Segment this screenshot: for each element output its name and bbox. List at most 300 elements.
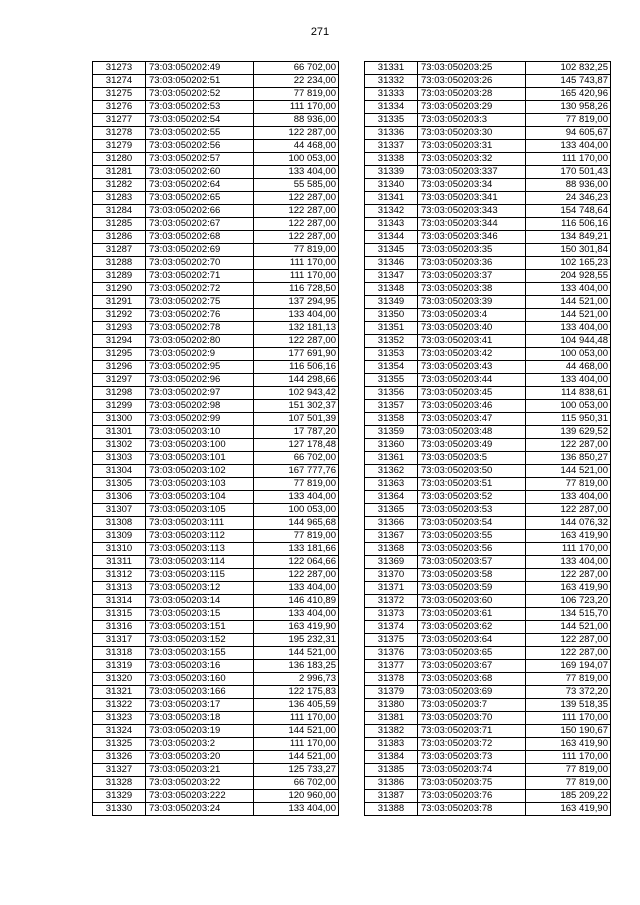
cadastral-number-cell: 73:03:050203:40 — [418, 322, 526, 335]
cadastral-number-cell: 73:03:050203:37 — [418, 270, 526, 283]
cadastral-number-cell: 73:03:050203:4 — [418, 309, 526, 322]
value-cell: 122 287,00 — [254, 218, 339, 231]
cadastral-number-cell: 73:03:050203:15 — [146, 608, 254, 621]
row-number-cell: 31309 — [93, 530, 146, 543]
row-number-cell: 31301 — [93, 426, 146, 439]
table-row — [93, 543, 339, 556]
value-cell: 134 515,70 — [526, 608, 611, 621]
row-number-cell: 31285 — [93, 218, 146, 231]
cadastral-number-cell: 73:03:050202:54 — [146, 114, 254, 127]
table-row — [93, 335, 339, 348]
value-cell: 100 053,00 — [254, 153, 339, 166]
cadastral-number-cell: 73:03:050202:65 — [146, 192, 254, 205]
value-cell: 111 170,00 — [254, 257, 339, 270]
cadastral-number-cell: 73:03:050203:343 — [418, 205, 526, 218]
table-row — [93, 127, 339, 140]
cadastral-number-cell: 73:03:050203:17 — [146, 699, 254, 712]
value-cell: 133 404,00 — [254, 582, 339, 595]
value-cell: 77 819,00 — [526, 777, 611, 790]
value-cell: 88 936,00 — [254, 114, 339, 127]
value-cell: 100 053,00 — [526, 400, 611, 413]
cadastral-number-cell: 73:03:050203:105 — [146, 504, 254, 517]
table-row — [365, 517, 611, 530]
cadastral-number-cell: 73:03:050203:55 — [418, 530, 526, 543]
value-cell: 66 702,00 — [254, 62, 339, 75]
table-row — [365, 283, 611, 296]
cadastral-number-cell: 73:03:050202:78 — [146, 322, 254, 335]
value-cell: 144 298,66 — [254, 374, 339, 387]
value-cell: 144 521,00 — [526, 465, 611, 478]
value-cell: 146 410,89 — [254, 595, 339, 608]
row-number-cell: 31320 — [93, 673, 146, 686]
value-cell: 17 787,20 — [254, 426, 339, 439]
row-number-cell: 31380 — [365, 699, 418, 712]
table-left-body — [93, 62, 339, 816]
value-cell: 77 819,00 — [254, 88, 339, 101]
cadastral-number-cell: 73:03:050203:100 — [146, 439, 254, 452]
value-cell: 111 170,00 — [526, 751, 611, 764]
table-row — [93, 777, 339, 790]
value-cell: 163 419,90 — [526, 530, 611, 543]
value-cell: 163 419,90 — [526, 803, 611, 816]
table-row — [93, 764, 339, 777]
row-number-cell: 31371 — [365, 582, 418, 595]
row-number-cell: 31310 — [93, 543, 146, 556]
value-cell: 163 419,90 — [526, 738, 611, 751]
table-row — [93, 75, 339, 88]
row-number-cell: 31330 — [93, 803, 146, 816]
value-cell: 77 819,00 — [526, 478, 611, 491]
row-number-cell: 31369 — [365, 556, 418, 569]
cadastral-number-cell: 73:03:050203:65 — [418, 647, 526, 660]
row-number-cell: 31311 — [93, 556, 146, 569]
cadastral-number-cell: 73:03:050203:72 — [418, 738, 526, 751]
value-cell: 136 183,25 — [254, 660, 339, 673]
table-row — [365, 309, 611, 322]
row-number-cell: 31281 — [93, 166, 146, 179]
row-number-cell: 31284 — [93, 205, 146, 218]
value-cell: 122 287,00 — [254, 569, 339, 582]
table-left — [92, 61, 339, 816]
value-cell: 133 404,00 — [526, 491, 611, 504]
table-row — [93, 634, 339, 647]
value-cell: 144 521,00 — [254, 647, 339, 660]
table-row — [93, 608, 339, 621]
value-cell: 111 170,00 — [254, 270, 339, 283]
row-number-cell: 31290 — [93, 283, 146, 296]
table-row — [93, 166, 339, 179]
cadastral-number-cell: 73:03:050202:69 — [146, 244, 254, 257]
value-cell: 151 302,37 — [254, 400, 339, 413]
table-row — [93, 62, 339, 75]
row-number-cell: 31365 — [365, 504, 418, 517]
value-cell: 154 748,64 — [526, 205, 611, 218]
value-cell: 111 170,00 — [254, 738, 339, 751]
row-number-cell: 31340 — [365, 179, 418, 192]
row-number-cell: 31304 — [93, 465, 146, 478]
page-number: 271 — [310, 26, 330, 38]
row-number-cell: 31335 — [365, 114, 418, 127]
row-number-cell: 31353 — [365, 348, 418, 361]
cadastral-number-cell: 73:03:050203:7 — [418, 699, 526, 712]
value-cell: 111 170,00 — [526, 153, 611, 166]
table-row — [93, 218, 339, 231]
table-row — [93, 790, 339, 803]
row-number-cell: 31282 — [93, 179, 146, 192]
cadastral-number-cell: 73:03:050203:69 — [418, 686, 526, 699]
table-row — [365, 465, 611, 478]
row-number-cell: 31388 — [365, 803, 418, 816]
row-number-cell: 31331 — [365, 62, 418, 75]
value-cell: 133 404,00 — [526, 556, 611, 569]
table-row — [93, 374, 339, 387]
table-row — [93, 153, 339, 166]
table-row — [93, 803, 339, 816]
value-cell: 106 723,20 — [526, 595, 611, 608]
row-number-cell: 31326 — [93, 751, 146, 764]
row-number-cell: 31298 — [93, 387, 146, 400]
table-row — [93, 660, 339, 673]
value-cell: 111 170,00 — [526, 712, 611, 725]
row-number-cell: 31302 — [93, 439, 146, 452]
row-number-cell: 31313 — [93, 582, 146, 595]
cadastral-number-cell: 73:03:050203:160 — [146, 673, 254, 686]
row-number-cell: 31289 — [93, 270, 146, 283]
table-row — [365, 218, 611, 231]
row-number-cell: 31324 — [93, 725, 146, 738]
table-row — [365, 374, 611, 387]
table-row — [365, 114, 611, 127]
table-row — [93, 140, 339, 153]
table-row — [365, 790, 611, 803]
table-row — [93, 517, 339, 530]
row-number-cell: 31322 — [93, 699, 146, 712]
table-row — [365, 530, 611, 543]
row-number-cell: 31279 — [93, 140, 146, 153]
cadastral-number-cell: 73:03:050203:2 — [146, 738, 254, 751]
cadastral-number-cell: 73:03:050203:78 — [418, 803, 526, 816]
value-cell: 100 053,00 — [254, 504, 339, 517]
table-row — [93, 270, 339, 283]
cadastral-number-cell: 73:03:050203:25 — [418, 62, 526, 75]
value-cell: 139 518,35 — [526, 699, 611, 712]
table-row — [365, 647, 611, 660]
table-row — [365, 257, 611, 270]
row-number-cell: 31346 — [365, 257, 418, 270]
row-number-cell: 31385 — [365, 764, 418, 777]
cadastral-number-cell: 73:03:050202:55 — [146, 127, 254, 140]
value-cell: 122 175,83 — [254, 686, 339, 699]
value-cell: 145 743,87 — [526, 75, 611, 88]
table-row — [93, 426, 339, 439]
cadastral-number-cell: 73:03:050203:68 — [418, 673, 526, 686]
row-number-cell: 31296 — [93, 361, 146, 374]
table-row — [93, 686, 339, 699]
row-number-cell: 31341 — [365, 192, 418, 205]
row-number-cell: 31308 — [93, 517, 146, 530]
table-row — [365, 101, 611, 114]
cadastral-number-cell: 73:03:050203:21 — [146, 764, 254, 777]
row-number-cell: 31277 — [93, 114, 146, 127]
cadastral-number-cell: 73:03:050202:68 — [146, 231, 254, 244]
row-number-cell: 31356 — [365, 387, 418, 400]
cadastral-number-cell: 73:03:050203:104 — [146, 491, 254, 504]
cadastral-number-cell: 73:03:050203:49 — [418, 439, 526, 452]
table-row — [93, 283, 339, 296]
cadastral-number-cell: 73:03:050203:18 — [146, 712, 254, 725]
value-cell: 150 301,84 — [526, 244, 611, 257]
table-row — [365, 426, 611, 439]
cadastral-number-cell: 73:03:050203:346 — [418, 231, 526, 244]
cadastral-number-cell: 73:03:050203:152 — [146, 634, 254, 647]
value-cell: 44 468,00 — [526, 361, 611, 374]
row-number-cell: 31348 — [365, 283, 418, 296]
value-cell: 150 190,67 — [526, 725, 611, 738]
table-row — [93, 621, 339, 634]
cadastral-number-cell: 73:03:050203:73 — [418, 751, 526, 764]
cadastral-number-cell: 73:03:050203:19 — [146, 725, 254, 738]
cadastral-number-cell: 73:03:050203:115 — [146, 569, 254, 582]
table-row — [365, 127, 611, 140]
row-number-cell: 31345 — [365, 244, 418, 257]
cadastral-number-cell: 73:03:050203:59 — [418, 582, 526, 595]
table-row — [365, 192, 611, 205]
table-row — [93, 322, 339, 335]
value-cell: 144 521,00 — [254, 725, 339, 738]
table-row — [93, 101, 339, 114]
cadastral-number-cell: 73:03:050203:48 — [418, 426, 526, 439]
table-row — [365, 179, 611, 192]
value-cell: 122 287,00 — [526, 647, 611, 660]
table-row — [93, 738, 339, 751]
value-cell: 169 194,07 — [526, 660, 611, 673]
row-number-cell: 31373 — [365, 608, 418, 621]
table-row — [365, 634, 611, 647]
value-cell: 133 404,00 — [526, 140, 611, 153]
table-row — [365, 452, 611, 465]
cadastral-number-cell: 73:03:050203:75 — [418, 777, 526, 790]
value-cell: 116 506,16 — [526, 218, 611, 231]
row-number-cell: 31276 — [93, 101, 146, 114]
row-number-cell: 31349 — [365, 296, 418, 309]
value-cell: 107 501,39 — [254, 413, 339, 426]
table-row — [93, 296, 339, 309]
cadastral-number-cell: 73:03:050203:344 — [418, 218, 526, 231]
cadastral-number-cell: 73:03:050203:29 — [418, 101, 526, 114]
value-cell: 111 170,00 — [526, 543, 611, 556]
cadastral-number-cell: 73:03:050203:34 — [418, 179, 526, 192]
cadastral-number-cell: 73:03:050202:95 — [146, 361, 254, 374]
row-number-cell: 31336 — [365, 127, 418, 140]
value-cell: 77 819,00 — [526, 114, 611, 127]
value-cell: 66 702,00 — [254, 777, 339, 790]
row-number-cell: 31386 — [365, 777, 418, 790]
row-number-cell: 31381 — [365, 712, 418, 725]
row-number-cell: 31360 — [365, 439, 418, 452]
table-row — [93, 725, 339, 738]
cadastral-number-cell: 73:03:050203:74 — [418, 764, 526, 777]
table-row — [93, 205, 339, 218]
cadastral-number-cell: 73:03:050202:70 — [146, 257, 254, 270]
cadastral-number-cell: 73:03:050203:53 — [418, 504, 526, 517]
cadastral-number-cell: 73:03:050203:31 — [418, 140, 526, 153]
cadastral-number-cell: 73:03:050203:61 — [418, 608, 526, 621]
value-cell: 165 420,96 — [526, 88, 611, 101]
row-number-cell: 31321 — [93, 686, 146, 699]
cadastral-number-cell: 73:03:050202:53 — [146, 101, 254, 114]
value-cell: 144 521,00 — [526, 621, 611, 634]
table-row — [365, 621, 611, 634]
value-cell: 122 287,00 — [526, 634, 611, 647]
cadastral-number-cell: 73:03:050203:12 — [146, 582, 254, 595]
row-number-cell: 31327 — [93, 764, 146, 777]
table-row — [365, 712, 611, 725]
row-number-cell: 31372 — [365, 595, 418, 608]
cadastral-number-cell: 73:03:050203:24 — [146, 803, 254, 816]
row-number-cell: 31306 — [93, 491, 146, 504]
cadastral-number-cell: 73:03:050203:41 — [418, 335, 526, 348]
table-row — [93, 556, 339, 569]
value-cell: 139 629,52 — [526, 426, 611, 439]
cadastral-number-cell: 73:03:050203:56 — [418, 543, 526, 556]
table-row — [93, 595, 339, 608]
cadastral-number-cell: 73:03:050202:80 — [146, 335, 254, 348]
cadastral-number-cell: 73:03:050203:44 — [418, 374, 526, 387]
row-number-cell: 31338 — [365, 153, 418, 166]
row-number-cell: 31337 — [365, 140, 418, 153]
row-number-cell: 31315 — [93, 608, 146, 621]
cadastral-number-cell: 73:03:050203:35 — [418, 244, 526, 257]
cadastral-number-cell: 73:03:050203:151 — [146, 621, 254, 634]
row-number-cell: 31363 — [365, 478, 418, 491]
value-cell: 122 287,00 — [254, 231, 339, 244]
cadastral-number-cell: 73:03:050202:49 — [146, 62, 254, 75]
cadastral-number-cell: 73:03:050203:103 — [146, 478, 254, 491]
row-number-cell: 31307 — [93, 504, 146, 517]
cadastral-number-cell: 73:03:050203:52 — [418, 491, 526, 504]
cadastral-number-cell: 73:03:050203:14 — [146, 595, 254, 608]
row-number-cell: 31368 — [365, 543, 418, 556]
table-row — [93, 361, 339, 374]
cadastral-number-cell: 73:03:050202:97 — [146, 387, 254, 400]
cadastral-number-cell: 73:03:050203:26 — [418, 75, 526, 88]
table-row — [93, 348, 339, 361]
row-number-cell: 31376 — [365, 647, 418, 660]
table-row — [93, 699, 339, 712]
cadastral-number-cell: 73:03:050203:36 — [418, 257, 526, 270]
value-cell: 133 404,00 — [254, 608, 339, 621]
cadastral-number-cell: 73:03:050203:50 — [418, 465, 526, 478]
table-row — [93, 582, 339, 595]
value-cell: 77 819,00 — [254, 244, 339, 257]
cadastral-number-cell: 73:03:050203:102 — [146, 465, 254, 478]
table-row — [93, 244, 339, 257]
row-number-cell: 31294 — [93, 335, 146, 348]
cadastral-number-cell: 73:03:050203:114 — [146, 556, 254, 569]
table-row — [365, 166, 611, 179]
value-cell: 44 468,00 — [254, 140, 339, 153]
row-number-cell: 31370 — [365, 569, 418, 582]
value-cell: 77 819,00 — [254, 478, 339, 491]
cadastral-number-cell: 73:03:050202:56 — [146, 140, 254, 153]
table-row — [365, 673, 611, 686]
cadastral-number-cell: 73:03:050202:99 — [146, 413, 254, 426]
table-row — [365, 803, 611, 816]
table-row — [93, 465, 339, 478]
row-number-cell: 31303 — [93, 452, 146, 465]
table-row — [93, 504, 339, 517]
value-cell: 77 819,00 — [526, 764, 611, 777]
value-cell: 122 287,00 — [254, 335, 339, 348]
value-cell: 137 294,95 — [254, 296, 339, 309]
cadastral-number-cell: 73:03:050203:58 — [418, 569, 526, 582]
table-row — [93, 491, 339, 504]
cadastral-number-cell: 73:03:050203:111 — [146, 517, 254, 530]
value-cell: 122 064,66 — [254, 556, 339, 569]
cadastral-number-cell: 73:03:050203:32 — [418, 153, 526, 166]
row-number-cell: 31364 — [365, 491, 418, 504]
value-cell: 144 521,00 — [526, 296, 611, 309]
cadastral-number-cell: 73:03:050203:47 — [418, 413, 526, 426]
table-row — [365, 595, 611, 608]
table-row — [365, 361, 611, 374]
table-row — [365, 75, 611, 88]
table-row — [365, 556, 611, 569]
value-cell: 77 819,00 — [526, 673, 611, 686]
value-cell: 122 287,00 — [526, 504, 611, 517]
row-number-cell: 31382 — [365, 725, 418, 738]
row-number-cell: 31317 — [93, 634, 146, 647]
row-number-cell: 31312 — [93, 569, 146, 582]
row-number-cell: 31358 — [365, 413, 418, 426]
table-row — [93, 257, 339, 270]
table-right-body — [365, 62, 611, 816]
value-cell: 116 506,16 — [254, 361, 339, 374]
value-cell: 122 287,00 — [526, 439, 611, 452]
cadastral-number-cell: 73:03:050203:38 — [418, 283, 526, 296]
row-number-cell: 31293 — [93, 322, 146, 335]
table-row — [93, 452, 339, 465]
table-row — [365, 140, 611, 153]
row-number-cell: 31305 — [93, 478, 146, 491]
row-number-cell: 31379 — [365, 686, 418, 699]
table-row — [93, 569, 339, 582]
row-number-cell: 31354 — [365, 361, 418, 374]
table-row — [365, 504, 611, 517]
row-number-cell: 31332 — [365, 75, 418, 88]
row-number-cell: 31374 — [365, 621, 418, 634]
cadastral-number-cell: 73:03:050203:3 — [418, 114, 526, 127]
row-number-cell: 31319 — [93, 660, 146, 673]
value-cell: 122 287,00 — [254, 192, 339, 205]
value-cell: 122 287,00 — [254, 127, 339, 140]
cadastral-number-cell: 73:03:050203:39 — [418, 296, 526, 309]
table-row — [93, 114, 339, 127]
row-number-cell: 31334 — [365, 101, 418, 114]
value-cell: 133 404,00 — [254, 803, 339, 816]
row-number-cell: 31339 — [365, 166, 418, 179]
row-number-cell: 31278 — [93, 127, 146, 140]
table-row — [365, 764, 611, 777]
table-row — [365, 88, 611, 101]
cadastral-number-cell: 73:03:050202:66 — [146, 205, 254, 218]
value-cell: 204 928,55 — [526, 270, 611, 283]
cadastral-number-cell: 73:03:050202:75 — [146, 296, 254, 309]
value-cell: 144 965,68 — [254, 517, 339, 530]
value-cell: 100 053,00 — [526, 348, 611, 361]
table-row — [93, 647, 339, 660]
table-row — [365, 400, 611, 413]
